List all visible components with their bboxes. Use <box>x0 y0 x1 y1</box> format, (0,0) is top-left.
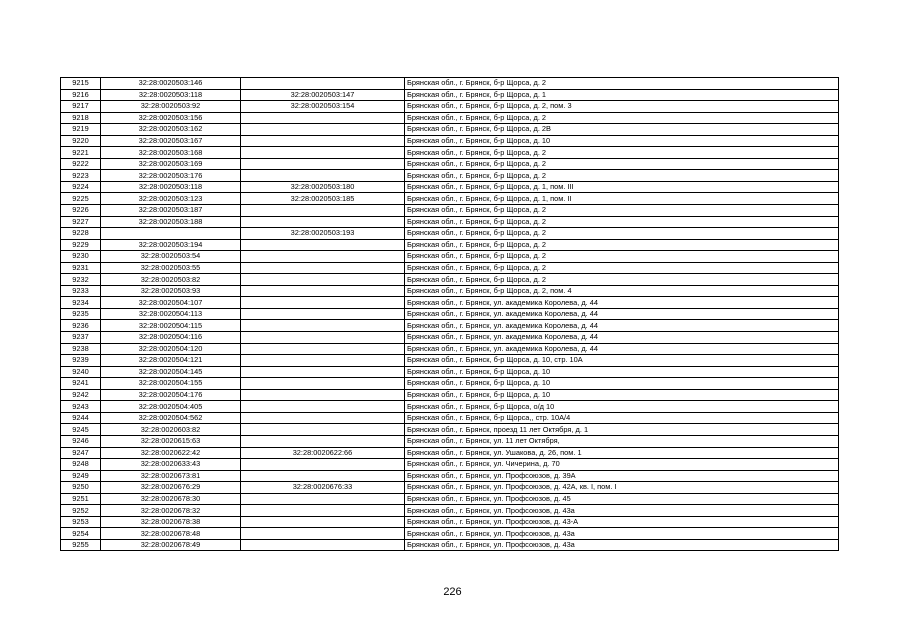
row-number-cell: 9225 <box>61 193 101 205</box>
address-cell: Брянская обл., г. Брянск, б-р Щорса, д. 10 <box>405 366 839 378</box>
row-number-cell: 9219 <box>61 124 101 136</box>
address-cell: Брянская обл., г. Брянск, б-р Щорса, д. 2 <box>405 158 839 170</box>
row-number-cell: 9238 <box>61 343 101 355</box>
row-number-cell: 9253 <box>61 516 101 528</box>
related-cadastral-number-cell <box>241 493 405 505</box>
related-cadastral-number-cell <box>241 216 405 228</box>
cadastral-number-cell: 32:28:0020633:43 <box>101 459 241 471</box>
row-number-cell: 9231 <box>61 262 101 274</box>
row-number-cell: 9217 <box>61 101 101 113</box>
cadastral-number-cell: 32:28:0020503:168 <box>101 147 241 159</box>
cadastral-number-cell: 32:28:0020503:54 <box>101 251 241 263</box>
cadastral-number-cell: 32:28:0020503:92 <box>101 101 241 113</box>
table-row <box>61 135 839 147</box>
related-cadastral-number-cell <box>241 366 405 378</box>
table-row <box>61 112 839 124</box>
row-number-cell: 9248 <box>61 459 101 471</box>
register-table-body <box>61 78 839 551</box>
address-cell: Брянская обл., г. Брянск, ул. академика Королева, д. 44 <box>405 308 839 320</box>
address-cell: Брянская обл., г. Брянск, ул. академика Королева, д. 44 <box>405 332 839 344</box>
related-cadastral-number-cell <box>241 112 405 124</box>
address-cell: Брянская обл., г. Брянск, ул. 11 лет Октября, <box>405 435 839 447</box>
cadastral-number-cell: 32:28:0020503:162 <box>101 124 241 136</box>
related-cadastral-number-cell <box>241 205 405 217</box>
table-row <box>61 216 839 228</box>
cadastral-number-cell: 32:28:0020676:29 <box>101 482 241 494</box>
related-cadastral-number-cell <box>241 158 405 170</box>
table-row <box>61 366 839 378</box>
table-row <box>61 412 839 424</box>
address-cell: Брянская обл., г. Брянск, ул. академика Королева, д. 44 <box>405 320 839 332</box>
row-number-cell: 9246 <box>61 435 101 447</box>
table-row <box>61 193 839 205</box>
address-cell: Брянская обл., г. Брянск, б-р Щорса, д. 2 <box>405 216 839 228</box>
table-row <box>61 251 839 263</box>
address-cell: Брянская обл., г. Брянск, б-р Щорса, д. 2 <box>405 170 839 182</box>
row-number-cell: 9242 <box>61 389 101 401</box>
row-number-cell: 9249 <box>61 470 101 482</box>
cadastral-number-cell: 32:28:0020678:38 <box>101 516 241 528</box>
row-number-cell: 9223 <box>61 170 101 182</box>
related-cadastral-number-cell <box>241 262 405 274</box>
table-row <box>61 332 839 344</box>
related-cadastral-number-cell <box>241 251 405 263</box>
page-number: 226 <box>443 586 462 598</box>
table-row <box>61 285 839 297</box>
cadastral-number-cell: 32:28:0020503:167 <box>101 135 241 147</box>
address-cell: Брянская обл., г. Брянск, б-р Щорса, д. 2 <box>405 112 839 124</box>
table-row <box>61 539 839 551</box>
related-cadastral-number-cell <box>241 343 405 355</box>
table-row <box>61 343 839 355</box>
table-row <box>61 262 839 274</box>
address-cell: Брянская обл., г. Брянск, проезд 11 лет Октября, д. 1 <box>405 424 839 436</box>
related-cadastral-number-cell <box>241 135 405 147</box>
address-cell: Брянская обл., г. Брянск, ул. Профсоюзов, д. 43-А <box>405 516 839 528</box>
address-cell: Брянская обл., г. Брянск, ул. Профсоюзов, д. 43а <box>405 528 839 540</box>
related-cadastral-number-cell <box>241 470 405 482</box>
row-number-cell: 9224 <box>61 181 101 193</box>
row-number-cell: 9237 <box>61 332 101 344</box>
related-cadastral-number-cell <box>241 459 405 471</box>
table-row <box>61 528 839 540</box>
row-number-cell: 9241 <box>61 378 101 390</box>
related-cadastral-number-cell <box>241 505 405 517</box>
cadastral-number-cell: 32:28:0020504:107 <box>101 297 241 309</box>
cadastral-number-cell: 32:28:0020504:155 <box>101 378 241 390</box>
address-cell: Брянская обл., г. Брянск, б-р Щорса, д. 1, пом. III <box>405 181 839 193</box>
related-cadastral-number-cell <box>241 147 405 159</box>
related-cadastral-number-cell: 32:28:0020503:154 <box>241 101 405 113</box>
address-cell: Брянская обл., г. Брянск, б-р Щорса, д. 2 <box>405 205 839 217</box>
row-number-cell: 9218 <box>61 112 101 124</box>
row-number-cell: 9215 <box>61 78 101 90</box>
related-cadastral-number-cell <box>241 320 405 332</box>
cadastral-number-cell: 32:28:0020622:42 <box>101 447 241 459</box>
table-row <box>61 401 839 413</box>
row-number-cell: 9247 <box>61 447 101 459</box>
cadastral-number-cell: 32:28:0020504:116 <box>101 332 241 344</box>
cadastral-number-cell: 32:28:0020678:48 <box>101 528 241 540</box>
row-number-cell: 9236 <box>61 320 101 332</box>
cadastral-number-cell: 32:28:0020503:93 <box>101 285 241 297</box>
address-cell: Брянская обл., г. Брянск, б-р Щорса, д. 2В <box>405 124 839 136</box>
cadastral-number-cell: 32:28:0020503:118 <box>101 181 241 193</box>
related-cadastral-number-cell <box>241 528 405 540</box>
table-row <box>61 274 839 286</box>
table-row <box>61 239 839 251</box>
row-number-cell: 9254 <box>61 528 101 540</box>
address-cell: Брянская обл., г. Брянск, ул. Профсоюзов, д. 43а <box>405 505 839 517</box>
row-number-cell: 9232 <box>61 274 101 286</box>
cadastral-number-cell: 32:28:0020678:49 <box>101 539 241 551</box>
address-cell: Брянская обл., г. Брянск, б-р Щорса, д. 2 <box>405 147 839 159</box>
row-number-cell: 9243 <box>61 401 101 413</box>
address-cell: Брянская обл., г. Брянск, б-р Щорса, д. 2 <box>405 262 839 274</box>
cadastral-number-cell: 32:28:0020504:562 <box>101 412 241 424</box>
address-cell: Брянская обл., г. Брянск, б-р Щорса, д. 10 <box>405 389 839 401</box>
table-row <box>61 147 839 159</box>
row-number-cell: 9222 <box>61 158 101 170</box>
cadastral-number-cell: 32:28:0020503:55 <box>101 262 241 274</box>
related-cadastral-number-cell <box>241 539 405 551</box>
table-row <box>61 228 839 240</box>
address-cell: Брянская обл., г. Брянск, б-р Щорса, д. 2 <box>405 228 839 240</box>
cadastral-number-cell: 32:28:0020503:123 <box>101 193 241 205</box>
related-cadastral-number-cell <box>241 435 405 447</box>
address-cell: Брянская обл., г. Брянск, б-р Щорса,, стр. 10А/4 <box>405 412 839 424</box>
table-row <box>61 101 839 113</box>
cadastral-number-cell: 32:28:0020503:194 <box>101 239 241 251</box>
related-cadastral-number-cell <box>241 285 405 297</box>
related-cadastral-number-cell <box>241 297 405 309</box>
address-cell: Брянская обл., г. Брянск, б-р Щорса, д. 10 <box>405 378 839 390</box>
row-number-cell: 9239 <box>61 355 101 367</box>
address-cell: Брянская обл., г. Брянск, б-р Щорса, д. 2 <box>405 78 839 90</box>
related-cadastral-number-cell <box>241 274 405 286</box>
cadastral-number-cell: 32:28:0020503:118 <box>101 89 241 101</box>
address-cell: Брянская обл., г. Брянск, б-р Щорса, д. 1, пом. II <box>405 193 839 205</box>
row-number-cell: 9234 <box>61 297 101 309</box>
row-number-cell: 9226 <box>61 205 101 217</box>
cadastral-number-cell: 32:28:0020503:156 <box>101 112 241 124</box>
address-cell: Брянская обл., г. Брянск, ул. Профсоюзов, д. 39А <box>405 470 839 482</box>
cadastral-number-cell <box>101 228 241 240</box>
related-cadastral-number-cell <box>241 424 405 436</box>
table-row <box>61 389 839 401</box>
address-cell: Брянская обл., г. Брянск, б-р Щорса, д. 10 <box>405 135 839 147</box>
row-number-cell: 9228 <box>61 228 101 240</box>
related-cadastral-number-cell: 32:28:0020503:180 <box>241 181 405 193</box>
row-number-cell: 9252 <box>61 505 101 517</box>
address-cell: Брянская обл., г. Брянск, б-р Щорса, д. 2 <box>405 239 839 251</box>
row-number-cell: 9229 <box>61 239 101 251</box>
address-cell: Брянская обл., г. Брянск, б-р Щорса, д. 2 <box>405 274 839 286</box>
row-number-cell: 9216 <box>61 89 101 101</box>
row-number-cell: 9230 <box>61 251 101 263</box>
cadastral-number-cell: 32:28:0020615:63 <box>101 435 241 447</box>
cadastral-number-cell: 32:28:0020503:169 <box>101 158 241 170</box>
address-cell: Брянская обл., г. Брянск, б-р Щорса, д. 2, пом. 4 <box>405 285 839 297</box>
cadastral-number-cell: 32:28:0020504:121 <box>101 355 241 367</box>
table-row <box>61 424 839 436</box>
related-cadastral-number-cell <box>241 308 405 320</box>
table-row <box>61 378 839 390</box>
address-cell: Брянская обл., г. Брянск, ул. Профсоюзов, д. 43а <box>405 539 839 551</box>
address-cell: Брянская обл., г. Брянск, ул. Ушакова, д. 26, пом. 1 <box>405 447 839 459</box>
related-cadastral-number-cell <box>241 378 405 390</box>
related-cadastral-number-cell <box>241 412 405 424</box>
address-cell: Брянская обл., г. Брянск, б-р Щорса, д. 2, пом. 3 <box>405 101 839 113</box>
row-number-cell: 9233 <box>61 285 101 297</box>
table-row <box>61 297 839 309</box>
cadastral-number-cell: 32:28:0020504:115 <box>101 320 241 332</box>
table-row <box>61 355 839 367</box>
related-cadastral-number-cell <box>241 78 405 90</box>
related-cadastral-number-cell <box>241 170 405 182</box>
related-cadastral-number-cell: 32:28:0020503:193 <box>241 228 405 240</box>
address-cell: Брянская обл., г. Брянск, ул. Чичерина, д. 70 <box>405 459 839 471</box>
cadastral-number-cell: 32:28:0020503:146 <box>101 78 241 90</box>
cadastral-number-cell: 32:28:0020503:187 <box>101 205 241 217</box>
row-number-cell: 9227 <box>61 216 101 228</box>
cadastral-number-cell: 32:28:0020504:120 <box>101 343 241 355</box>
related-cadastral-number-cell <box>241 516 405 528</box>
cadastral-number-cell: 32:28:0020503:82 <box>101 274 241 286</box>
table-row <box>61 170 839 182</box>
related-cadastral-number-cell: 32:28:0020503:147 <box>241 89 405 101</box>
related-cadastral-number-cell <box>241 355 405 367</box>
table-row <box>61 158 839 170</box>
table-row <box>61 459 839 471</box>
related-cadastral-number-cell <box>241 389 405 401</box>
cadastral-number-cell: 32:28:0020503:188 <box>101 216 241 228</box>
row-number-cell: 9250 <box>61 482 101 494</box>
table-row <box>61 505 839 517</box>
row-number-cell: 9221 <box>61 147 101 159</box>
related-cadastral-number-cell: 32:28:0020676:33 <box>241 482 405 494</box>
table-row <box>61 435 839 447</box>
related-cadastral-number-cell <box>241 401 405 413</box>
row-number-cell: 9255 <box>61 539 101 551</box>
table-row <box>61 78 839 90</box>
table-row <box>61 482 839 494</box>
row-number-cell: 9244 <box>61 412 101 424</box>
address-cell: Брянская обл., г. Брянск, б-р Щорса, д. 2 <box>405 251 839 263</box>
table-row <box>61 493 839 505</box>
table-row <box>61 89 839 101</box>
row-number-cell: 9245 <box>61 424 101 436</box>
cadastral-number-cell: 32:28:0020504:113 <box>101 308 241 320</box>
address-cell: Брянская обл., г. Брянск, ул. академика Королева, д. 44 <box>405 343 839 355</box>
table-row <box>61 470 839 482</box>
table-row <box>61 124 839 136</box>
cadastral-number-cell: 32:28:0020603:82 <box>101 424 241 436</box>
cadastral-number-cell: 32:28:0020673:81 <box>101 470 241 482</box>
table-row <box>61 308 839 320</box>
cadastral-number-cell: 32:28:0020678:30 <box>101 493 241 505</box>
related-cadastral-number-cell <box>241 239 405 251</box>
address-cell: Брянская обл., г. Брянск, ул. академика Королева, д. 44 <box>405 297 839 309</box>
register-table <box>60 77 839 551</box>
table-row <box>61 181 839 193</box>
related-cadastral-number-cell: 32:28:0020503:185 <box>241 193 405 205</box>
related-cadastral-number-cell: 32:28:0020622:66 <box>241 447 405 459</box>
related-cadastral-number-cell <box>241 332 405 344</box>
address-cell: Брянская обл., г. Брянск, ул. Профсоюзов, д. 42А, кв. I, пом. I <box>405 482 839 494</box>
table-row <box>61 320 839 332</box>
cadastral-number-cell: 32:28:0020504:405 <box>101 401 241 413</box>
address-cell: Брянская обл., г. Брянск, б-р Щорса, д. 10, стр. 10А <box>405 355 839 367</box>
address-cell: Брянская обл., г. Брянск, б-р Щорса, д. 1 <box>405 89 839 101</box>
row-number-cell: 9240 <box>61 366 101 378</box>
table-row <box>61 205 839 217</box>
table-row <box>61 447 839 459</box>
row-number-cell: 9235 <box>61 308 101 320</box>
address-cell: Брянская обл., г. Брянск, б-р Щорса, о/д 10 <box>405 401 839 413</box>
related-cadastral-number-cell <box>241 124 405 136</box>
row-number-cell: 9220 <box>61 135 101 147</box>
table-row <box>61 516 839 528</box>
row-number-cell: 9251 <box>61 493 101 505</box>
cadastral-number-cell: 32:28:0020504:176 <box>101 389 241 401</box>
cadastral-number-cell: 32:28:0020504:145 <box>101 366 241 378</box>
cadastral-number-cell: 32:28:0020503:176 <box>101 170 241 182</box>
address-cell: Брянская обл., г. Брянск, ул. Профсоюзов, д. 45 <box>405 493 839 505</box>
cadastral-number-cell: 32:28:0020678:32 <box>101 505 241 517</box>
